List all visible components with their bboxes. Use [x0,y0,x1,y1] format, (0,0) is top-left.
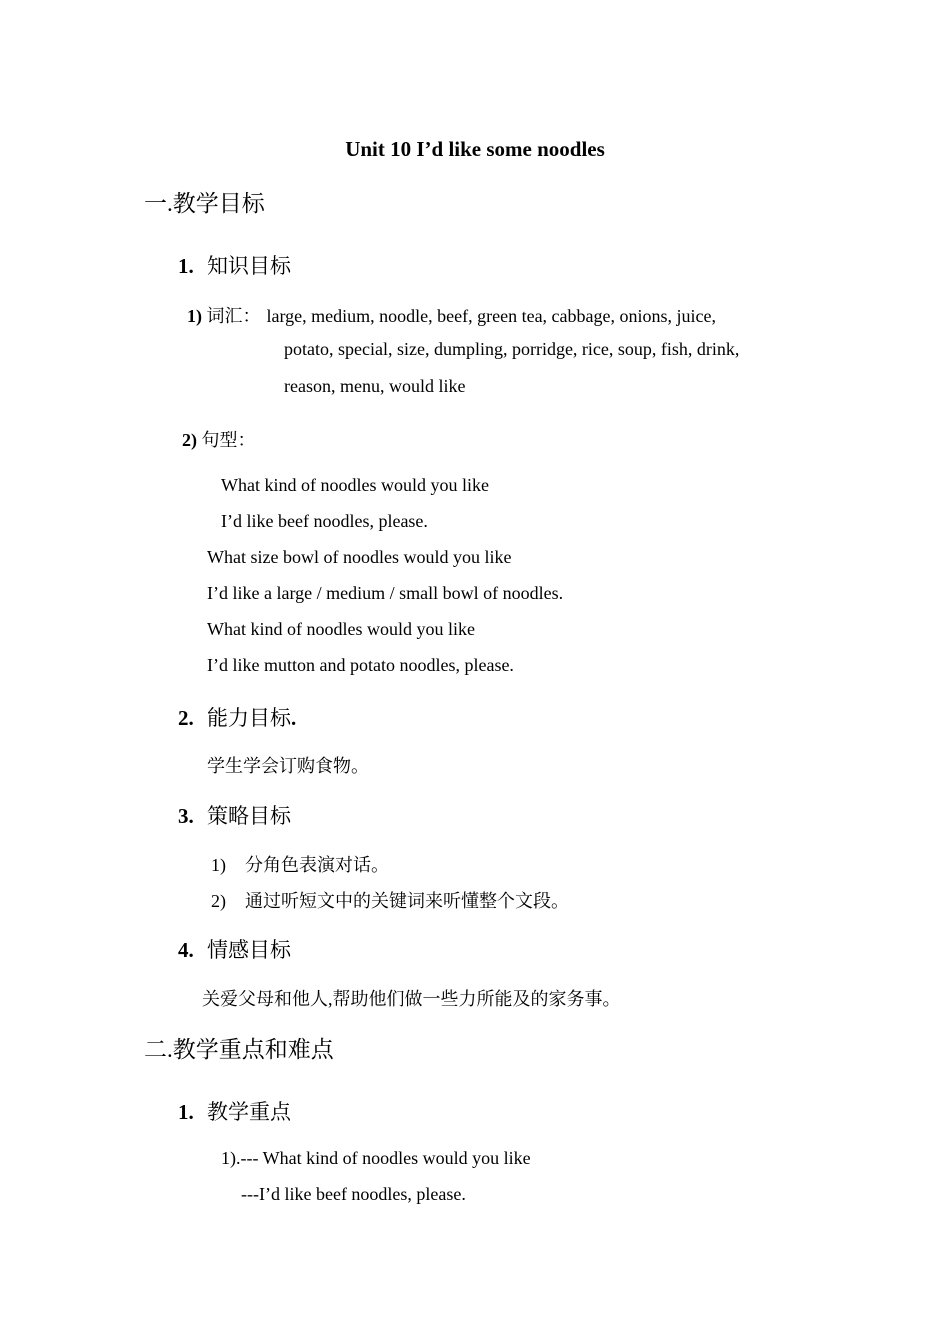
ability-heading [178,702,296,732]
sentence-line: I’d like a large / medium / small bowl of noodles. [207,583,564,603]
strategy-title: 策略目标 [207,804,291,828]
section-2-title: 教学重点和难点 [172,1037,334,1062]
knowledge-heading [178,250,291,280]
sentence-line: What kind of noodles would you like [207,619,475,639]
ability-text: 学生学会订购食物。 [207,756,369,776]
sentence-line: What size bowl of noodles would you like [207,547,512,567]
ability-title: 能力目标 [207,706,291,730]
vocab-line-3: reason, menu, would like [284,376,466,396]
sentences-heading [182,426,256,452]
knowledge-title: 知识目标 [207,254,291,278]
strategy-heading [178,800,291,830]
emotion-text: 关爱父母和他人,帮助他们做一些力所能及的家务事。 [202,989,621,1009]
strategy-item [211,851,389,877]
section-1-title: 教学目标 [172,191,265,216]
key-point-line: 1).--- What kind of noodles would you like [221,1148,531,1168]
vocab-line-2: potato, special, size, dumpling, porridge, rice, soup, fish, drink, [284,339,740,359]
strategy-item-text: 分角色表演对话。 [245,855,389,875]
vocab-label: 词汇： [206,306,261,326]
strategy-item-number: 2) [211,891,226,911]
strategy-number: 3. [178,804,194,828]
sentence-line: I’d like beef noodles, please. [221,511,428,531]
ability-number: 2. [178,706,194,730]
section-1-heading [144,185,265,218]
key-points-number: 1. [178,1100,194,1124]
sentences-number: 2) [182,430,197,450]
section-2-heading [144,1031,334,1064]
strategy-item [211,887,569,913]
sentence-line: What kind of noodles would you like [221,475,489,495]
key-point-line: ---I’d like beef noodles, please. [241,1184,466,1204]
knowledge-number: 1. [178,254,194,278]
section-1-number: 一. [144,191,173,216]
vocab-line-1 [187,302,716,328]
emotion-title: 情感目标 [207,938,291,962]
strategy-item-number: 1) [211,855,226,875]
vocab-text: large, medium, noodle, beef, green tea, cabbage, onions, juice, [266,306,716,326]
emotion-number: 4. [178,938,194,962]
ability-title-suffix: . [291,706,297,730]
emotion-heading [178,934,291,964]
sentence-line: I’d like mutton and potato noodles, please. [207,655,514,675]
key-points-heading [178,1096,291,1126]
key-points-title: 教学重点 [207,1100,291,1124]
section-2-number: 二. [144,1037,173,1062]
page-title: Unit 10 I’d like some noodles [345,137,605,161]
strategy-item-text: 通过听短文中的关键词来听懂整个文段。 [245,891,569,911]
sentences-label: 句型： [201,430,256,450]
vocab-number: 1) [187,306,202,326]
